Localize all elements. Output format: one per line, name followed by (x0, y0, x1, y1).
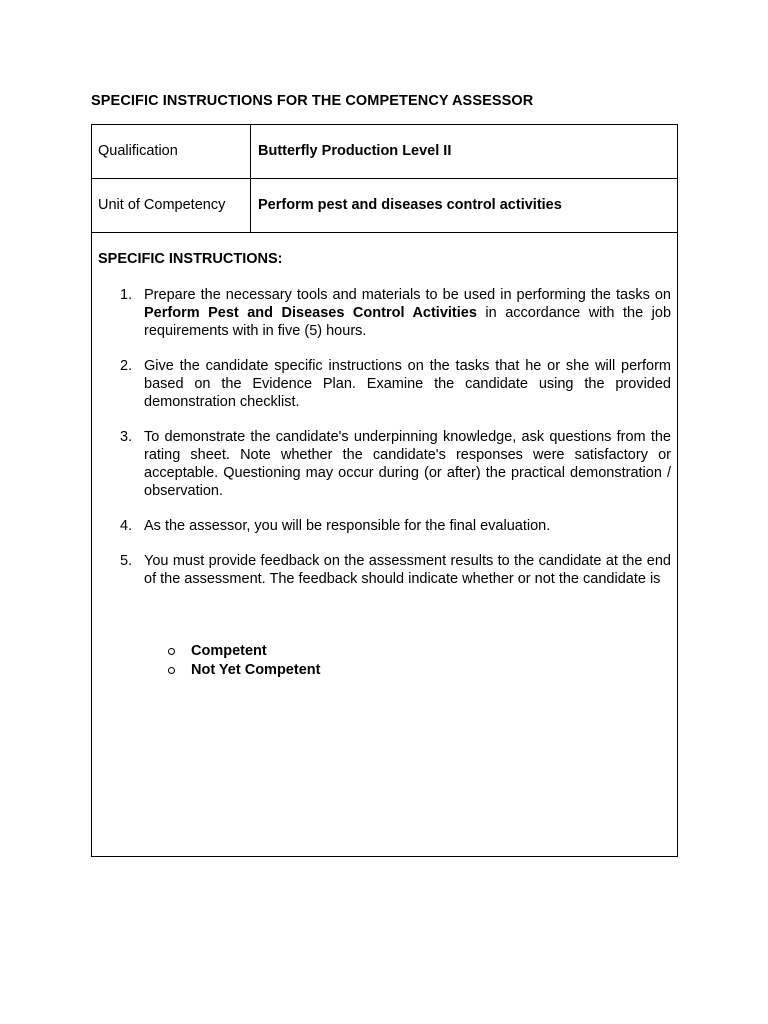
instruction-item-3 (120, 428, 671, 500)
instruction-number: 5. (120, 553, 133, 569)
qualification-label: Qualification (98, 143, 178, 159)
instruction-number: 2. (120, 358, 133, 374)
instruction-item-1 (120, 286, 671, 340)
instruction-text: Give the candidate specific instructions on the tasks that he or she will perform based on the Evidence Plan. Examine the candidate using the provided demonstration checklist. (144, 358, 671, 410)
outcome-label: Competent (191, 643, 267, 659)
instruction-text: To demonstrate the candidate's underpinning knowledge, ask questions from the rating sheet. Note whether the candidate's responses were satisfactory or acceptable. Questioning may occur during (or after) the practical demonstration / observation. (144, 429, 671, 499)
circle-bullet-icon (168, 648, 175, 655)
instruction-item-2 (120, 357, 671, 411)
instruction-text: As the assessor, you will be responsible for the final evaluation. (144, 518, 551, 534)
outcome-not-yet-competent (166, 661, 320, 680)
instruction-number: 4. (120, 518, 133, 534)
instruction-number: 3. (120, 429, 133, 445)
instruction-item-4 (120, 517, 671, 535)
instruction-text: in accordance with the job requirements with in five (5) hours. (144, 305, 672, 339)
circle-bullet-icon (168, 667, 175, 674)
instructions-list (120, 286, 671, 605)
specific-instructions-heading: SPECIFIC INSTRUCTIONS: (98, 251, 283, 267)
qualification-value: Butterfly Production Level II (258, 143, 452, 159)
instruction-text: You must provide feedback on the assessment results to the candidate at the end of the assessment. The feedback should indicate whether or not the candidate is (144, 553, 671, 587)
instruction-text: Prepare the necessary tools and materials to be used in performing the tasks on (144, 287, 671, 303)
instruction-item-5 (120, 552, 671, 588)
unit-of-competency-label: Unit of Competency (98, 197, 226, 213)
instruction-number: 1. (120, 287, 133, 303)
unit-of-competency-value: Perform pest and diseases control activities (258, 197, 562, 213)
outcome-label: Not Yet Competent (191, 662, 321, 678)
outcome-list (166, 642, 320, 680)
outcome-competent (166, 642, 320, 661)
assessor-instructions-table (91, 124, 678, 857)
document-title: SPECIFIC INSTRUCTIONS FOR THE COMPETENCY ASSESSOR (91, 93, 534, 109)
instruction-text-bold: Perform Pest and Diseases Control Activities (144, 305, 477, 321)
